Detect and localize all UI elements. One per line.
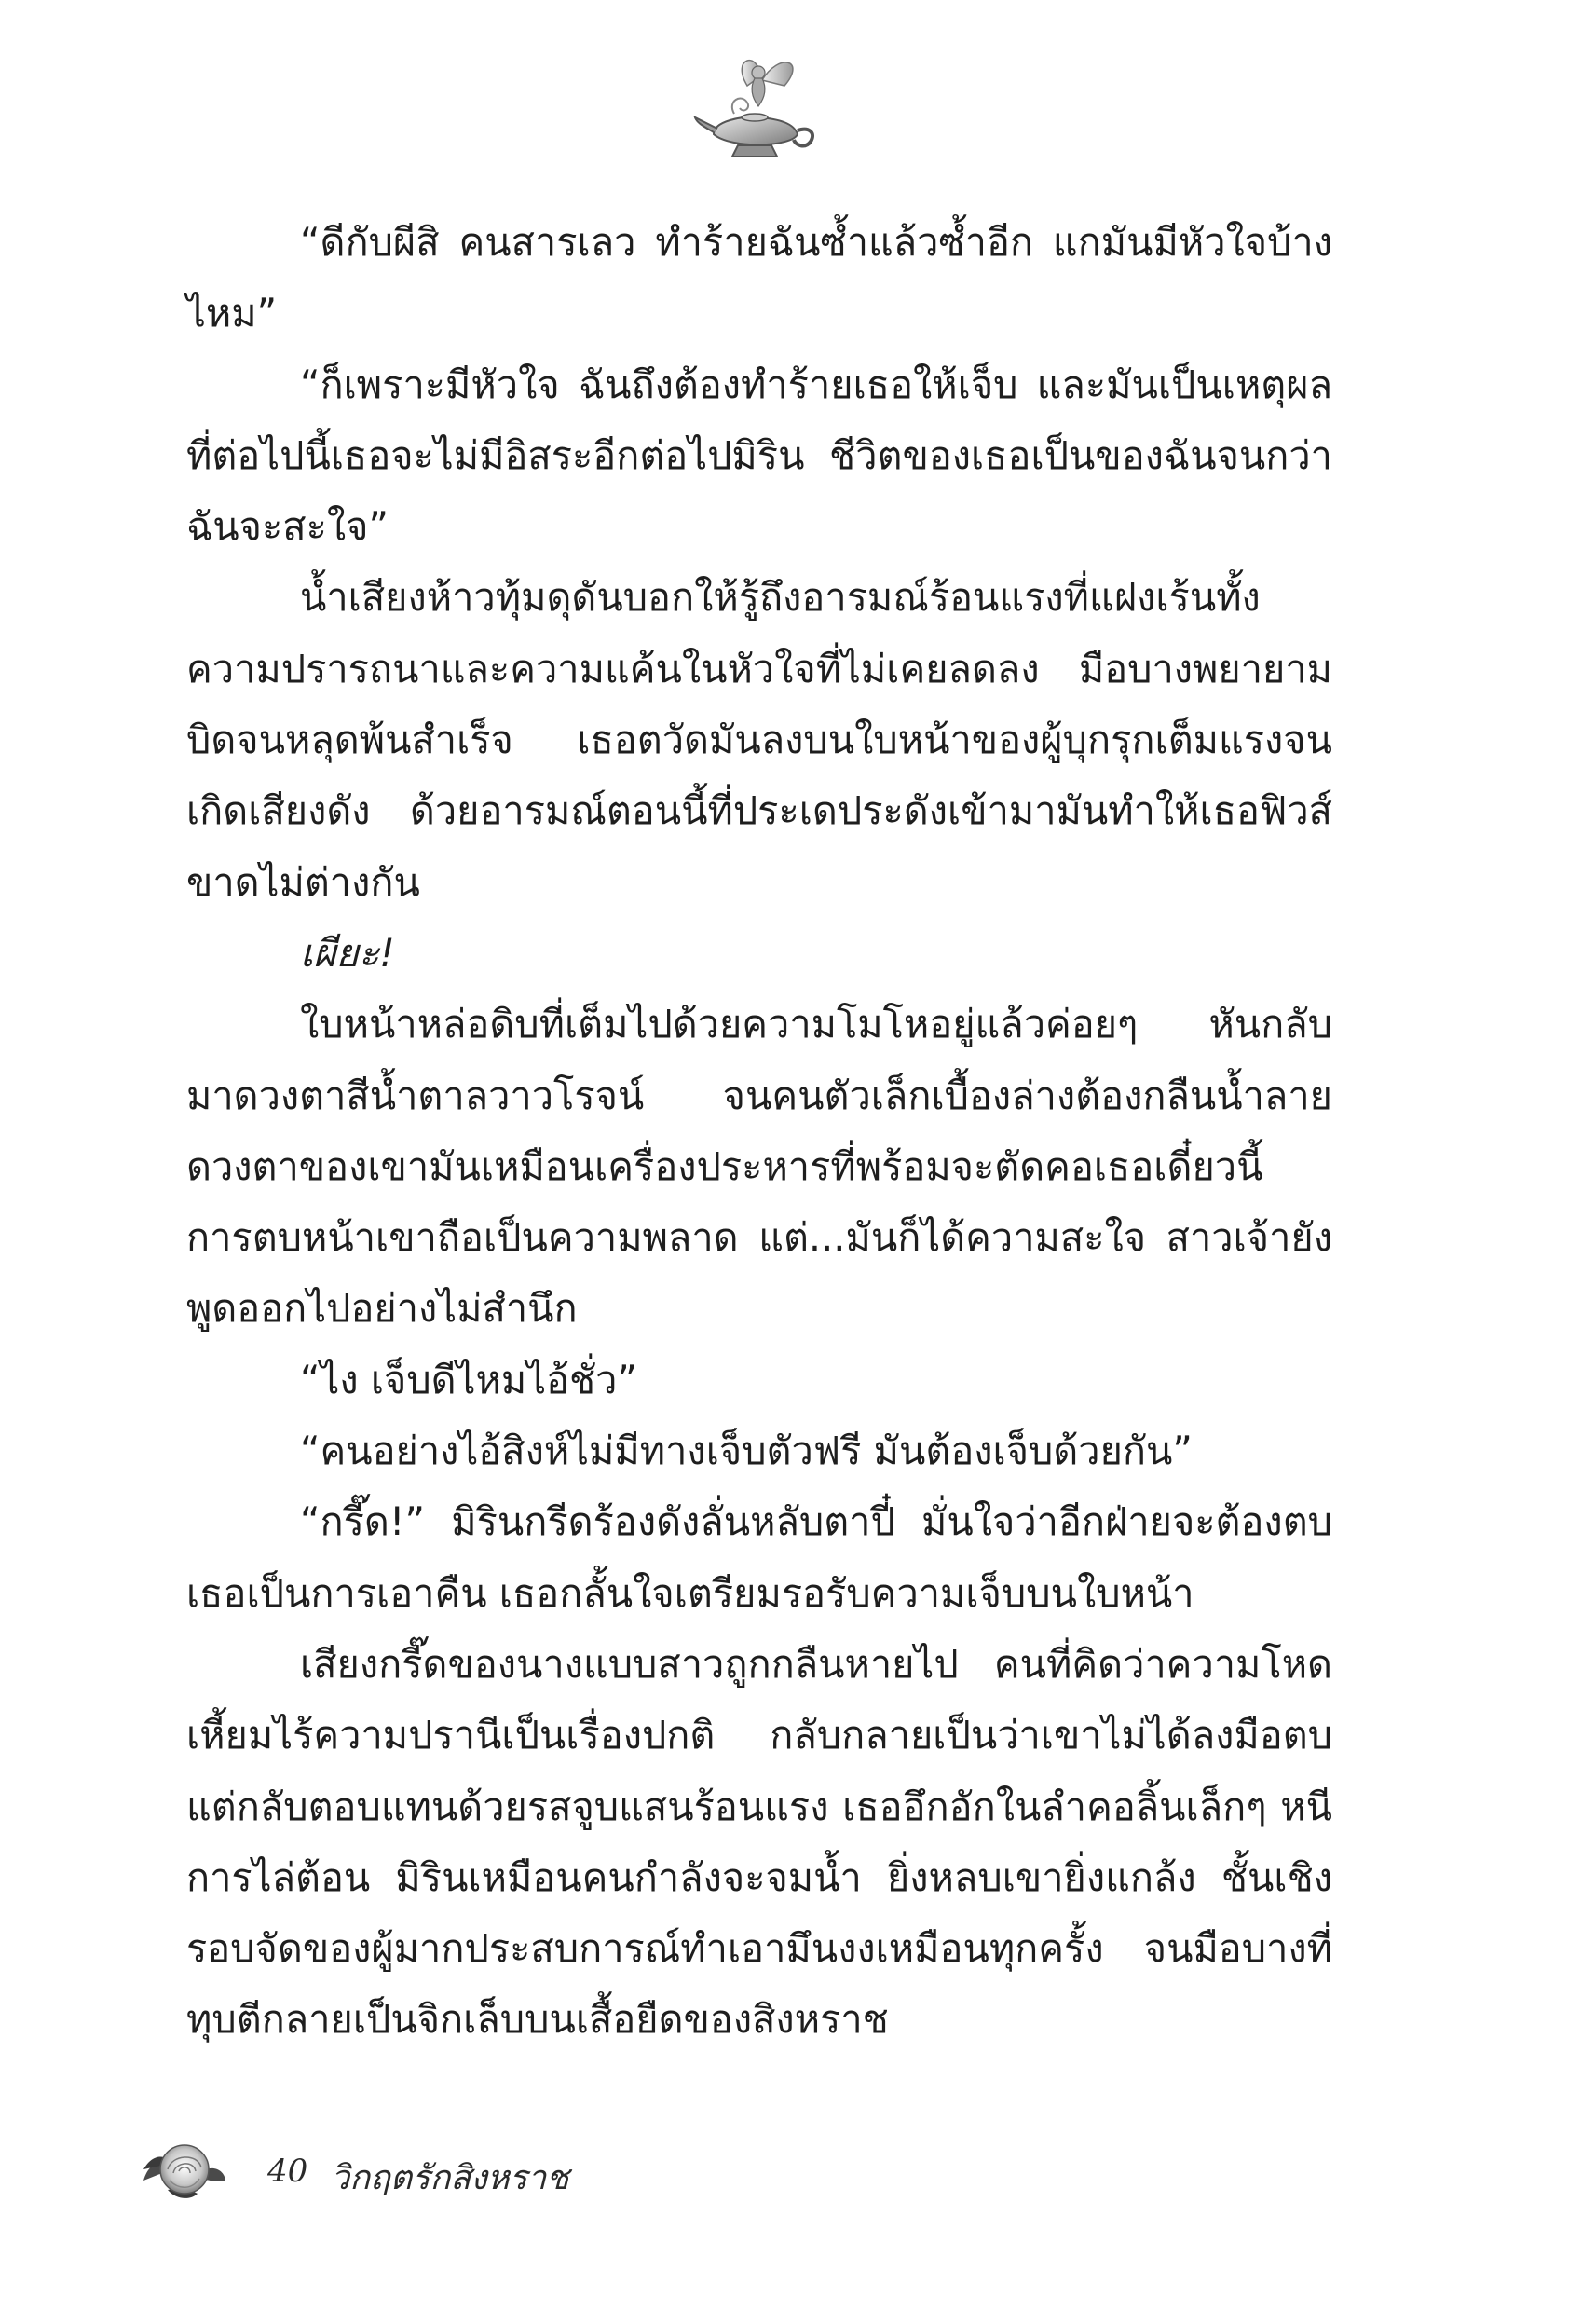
book-title: วิกฤตรักสิงหราช bbox=[331, 2159, 569, 2197]
paragraph: “กรี๊ด!” มิรินกรีดร้องดังลั่นหลับตาปี๋ มั่นใจว่าอีกฝ่ายจะต้องตบเธอเป็นการเอาคืน เธอกลั้นใจเตรียมรอรับความเจ็บบนใบหน้า bbox=[186, 1498, 1332, 1616]
page-footer bbox=[140, 2132, 699, 2216]
body-text bbox=[186, 207, 1332, 2056]
magic-lamp-fairy-icon bbox=[693, 48, 818, 166]
rose-icon bbox=[140, 2132, 228, 2207]
page-number: 40 bbox=[267, 2153, 308, 2190]
paragraph: “ไง เจ็บดีไหมไอ้ชั่ว” bbox=[300, 1356, 637, 1402]
paragraph: น้ำเสียงห้าวทุ้มดุดันบอกให้รู้ถึงอารมณ์ร้อนแรงที่แฝงเร้นทั้งความปรารถนาและความแค้นในหัวใจที่ไม่เคยลดลง มือบางพยายามบิดจนหลุดพ้นสำเร็จ เธอตวัดมันลงบนใบหน้าของผู้บุกรุกเต็มแรงจนเกิดเสียงดัง ด้วยอารมณ์ตอนนี้ที่ประเดประดังเข้ามามันทำให้เธอฟิวส์ขาดไม่ต่างกัน bbox=[186, 574, 1332, 905]
paragraph: ใบหน้าหล่อดิบที่เต็มไปด้วยความโมโหอยู่แล้วค่อยๆ หันกลับมาดวงตาสีน้ำตาลวาวโรจน์ จนคนตัวเล็กเบื้องล่างต้องกลืนน้ำลาย ดวงตาของเขามันเหมือนเครื่องประหารที่พร้อมจะตัดคอเธอเดี๋ยวนี้ การตบหน้าเขาถือเป็นความพลาด แต่...มันก็ได้ความสะใจ สาวเจ้ายังพูดออกไปอย่างไม่สำนึก bbox=[186, 1001, 1332, 1332]
paragraph: “ดีกับผีสิ คนสารเลว ทำร้ายฉันซ้ำแล้วซ้ำอีก แกมันมีหัวใจบ้างไหม” bbox=[186, 219, 1332, 336]
sound-effect: เผียะ! bbox=[300, 929, 395, 976]
paragraph: “ก็เพราะมีหัวใจ ฉันถึงต้องทำร้ายเธอให้เจ็บ และมันเป็นเหตุผลที่ต่อไปนี้เธอจะไม่มีอิสระอีกต่อไปมิริน ชีวิตของเธอเป็นของฉันจนกว่าฉันจะสะใจ” bbox=[186, 361, 1332, 550]
paragraph: “คนอย่างไอ้สิงห์ไม่มีทางเจ็บตัวฟรี มันต้องเจ็บด้วยกัน” bbox=[300, 1428, 1193, 1474]
paragraph: เสียงกรี๊ดของนางแบบสาวถูกกลืนหายไป คนที่คิดว่าความโหดเหี้ยมไร้ความปรานีเป็นเรื่องปกติ กลับกลายเป็นว่าเขาไม่ได้ลงมือตบ แต่กลับตอบแทนด้วยรสจูบแสนร้อนแรง เธออึกอักในลำคอลิ้นเล็กๆ หนีการไล่ต้อน มิรินเหมือนคนกำลังจะจมน้ำ ยิ่งหลบเขายิ่งแกล้ง ชั้นเชิงรอบจัดของผู้มากประสบการณ์ทำเอามึนงงเหมือนทุกครั้ง จนมือบางที่ทุบตีกลายเป็นจิกเล็บบนเสื้อยืดของสิงหราช bbox=[186, 1640, 1332, 2043]
